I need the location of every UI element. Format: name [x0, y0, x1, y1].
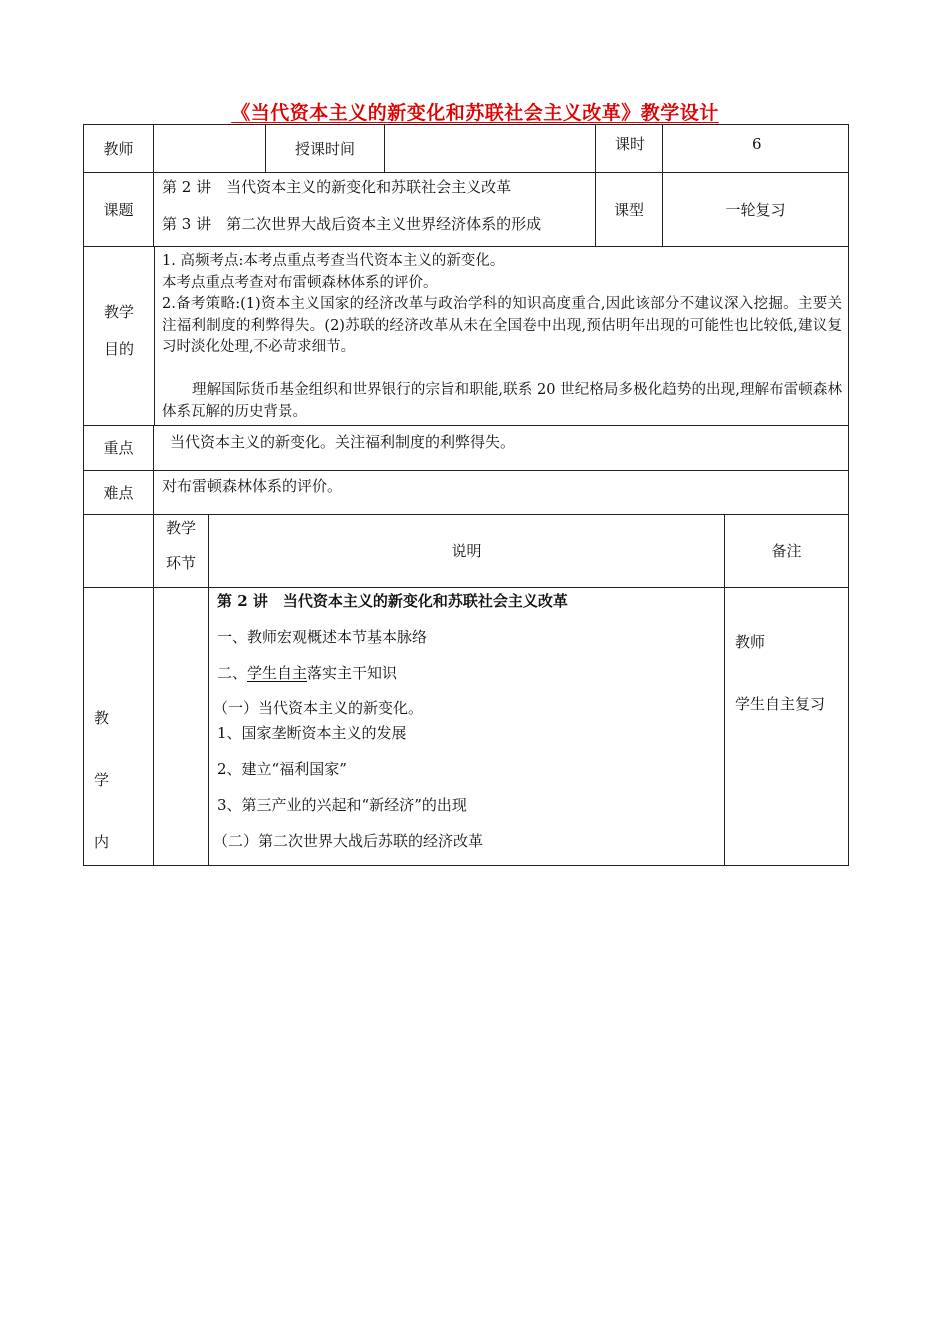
content-side-cell	[83, 587, 154, 866]
goals-paragraph-3: 2.备考策略:(1)资本主义国家的经济改革与政治学科的知识高度重合,因此该部分不建议深入挖掘。主要关注福利制度的利弊得失。(2)苏联的经济改革从未在全国卷中出现,预估明年出现的可能性也比较低,建议复习时淡化处理,不必苛求细节。	[162, 296, 842, 355]
topic-content-cell	[153, 172, 596, 247]
remarks-header-cell	[724, 514, 849, 588]
goals-paragraph-2: 本考点重点考查对布雷顿森林体系的评价。	[162, 275, 438, 291]
item-3: 3、第三产业的兴起和“新经济”的出现	[217, 796, 467, 814]
topic-line-2: 第 3 讲 第二次世界大战后资本主义世界经济体系的形成	[162, 215, 542, 233]
side-label-char-2: 学	[94, 771, 110, 789]
subsection-1: （一）当代资本主义的新变化。	[213, 699, 424, 717]
side-label-char-1: 教	[94, 709, 110, 727]
step-2	[217, 663, 397, 683]
difficult-text: 对布雷顿森林体系的评价。	[162, 477, 343, 495]
time-label: 授课时间	[294, 139, 355, 158]
key-label: 重点	[103, 439, 134, 457]
description-header: 说明	[451, 542, 482, 560]
key-label-cell	[83, 425, 154, 471]
description-header-cell	[208, 514, 725, 588]
goals-row	[83, 246, 849, 426]
goals-paragraph-4: 理解国际货币基金组织和世界银行的宗旨和职能,联系 20 世纪格局多极化趋势的出现,理解布雷顿森林体系瓦解的历史背景。	[162, 382, 842, 420]
goals-paragraph-1: 1. 高频考点:本考点重点考查当代资本主义的新变化。	[162, 253, 505, 269]
remark-1: 教师	[735, 633, 766, 651]
teacher-label-cell	[83, 124, 154, 173]
stage-header-line-1: 教学	[166, 519, 197, 537]
subsection-2: （二）第二次世界大战后苏联的经济改革	[213, 832, 484, 850]
topic-label-cell	[83, 172, 154, 247]
content-stage-cell	[153, 587, 209, 866]
hours-value: 6	[752, 135, 762, 153]
time-label-cell	[265, 124, 385, 173]
stage-header-line-2: 环节	[166, 554, 197, 572]
type-label-cell	[595, 172, 663, 247]
hours-value-cell	[662, 124, 849, 173]
type-value: 一轮复习	[725, 200, 786, 219]
item-1: 1、国家垄断资本主义的发展	[217, 724, 407, 742]
hours-label: 课时	[615, 135, 646, 153]
topic-label: 课题	[103, 200, 134, 219]
goals-label-line-2: 目的	[104, 340, 135, 358]
lecture-title: 第 2 讲 当代资本主义的新变化和苏联社会主义改革	[217, 592, 568, 610]
step-2-suffix: 落实主干知识	[307, 664, 398, 682]
content-remarks-cell	[724, 587, 849, 866]
process-blank-cell	[83, 514, 154, 588]
content-description-cell	[208, 587, 725, 866]
document-title: 《当代资本主义的新变化和苏联社会主义改革》教学设计	[231, 102, 719, 124]
step-1: 一、教师宏观概述本节基本脉络	[217, 628, 428, 646]
item-2: 2、建立“福利国家”	[217, 760, 347, 778]
key-text: 当代资本主义的新变化。关注福利制度的利弊得失。	[170, 433, 516, 451]
stage-header-cell	[153, 514, 209, 588]
type-value-cell	[662, 172, 849, 247]
remark-2: 学生自主复习	[735, 695, 826, 713]
type-label: 课型	[613, 200, 644, 219]
hours-label-cell	[595, 124, 663, 173]
key-content-cell	[153, 425, 849, 471]
lesson-plan-table	[83, 124, 849, 866]
time-value-cell	[384, 124, 596, 173]
teacher-label: 教师	[103, 139, 134, 158]
difficult-label: 难点	[103, 483, 134, 502]
goals-label-line-1: 教学	[104, 303, 135, 321]
topic-line-1: 第 2 讲 当代资本主义的新变化和苏联社会主义改革	[162, 178, 512, 196]
side-label-char-3: 内	[94, 833, 110, 851]
teacher-value-cell	[153, 124, 266, 173]
step-2-underlined: 学生自主	[247, 664, 308, 682]
remarks-header: 备注	[771, 542, 802, 560]
step-2-prefix: 二、	[217, 664, 248, 682]
difficult-content-cell	[153, 470, 849, 515]
difficult-label-cell	[83, 470, 154, 515]
